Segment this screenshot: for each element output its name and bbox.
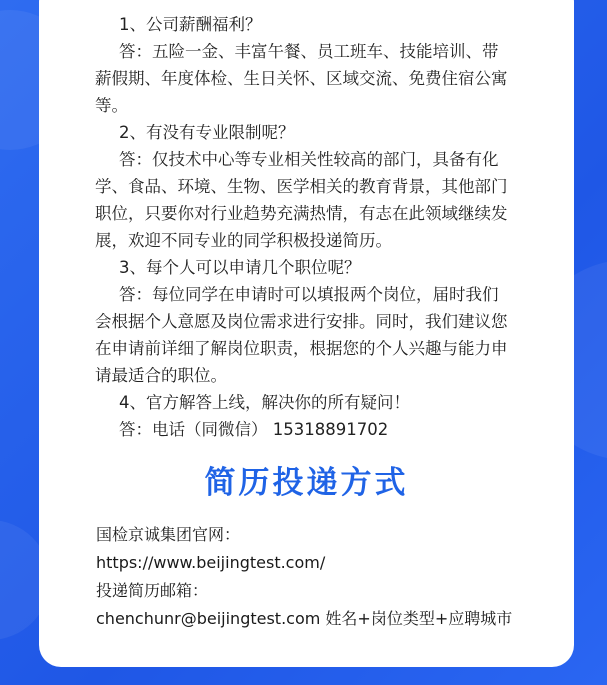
- faq-answer-3-line-1: 答：每位同学在申请时可以填报两个岗位，届时我们: [119, 285, 499, 304]
- section-title: 简历投递方式: [204, 465, 409, 501]
- faq-answer-1-line-1: 答：五险一金、丰富午餐、员工班车、技能培训、带: [119, 42, 499, 61]
- website-url[interactable]: https://www.beijingtest.com/: [96, 553, 326, 572]
- faq-answer-2-line-2: 学、食品、环境、生物、医学相关的教育背景，其他部门: [95, 177, 508, 196]
- faq-answer-1-line-3: 等。: [95, 96, 128, 115]
- faq-question-2: 2、有没有专业限制呢？: [119, 123, 295, 142]
- website-label: 国检京诚集团官网：: [96, 525, 241, 544]
- faq-answer-3-line-3: 在申请前详细了解岗位职责，根据您的个人兴趣与能力申: [95, 339, 508, 358]
- faq-question-1: 1、公司薪酬福利？: [119, 15, 262, 34]
- faq-answer-3-line-4: 请最适合的职位。: [95, 366, 227, 385]
- faq-question-4: 4、官方解答上线，解决你的所有疑问！: [119, 393, 410, 412]
- faq-answer-1-line-2: 薪假期、年度体检、生日关怀、区域交流、免费住宿公寓: [95, 69, 508, 88]
- faq-answer-2-line-3: 职位，只要你对行业趋势充满热情，有志在此领域继续发: [95, 204, 508, 223]
- faq-answer-3-line-2: 会根据个人意愿及岗位需求进行安排。同时，我们建议您: [95, 312, 508, 331]
- email-instruction[interactable]: chenchunr@beijingtest.com 姓名+岗位类型+应聘城市: [96, 609, 513, 628]
- faq-answer-4-line-1: 答：电话（同微信） 15318891702: [119, 420, 389, 439]
- faq-question-3: 3、每个人可以申请几个职位呢？: [119, 258, 361, 277]
- faq-answer-2-line-4: 展，欢迎不同专业的同学积极投递简历。: [95, 231, 392, 250]
- content-card: [39, 0, 574, 667]
- email-label: 投递简历邮箱：: [96, 581, 209, 600]
- faq-answer-2-line-1: 答：仅技术中心等专业相关性较高的部门，具备有化: [119, 150, 499, 169]
